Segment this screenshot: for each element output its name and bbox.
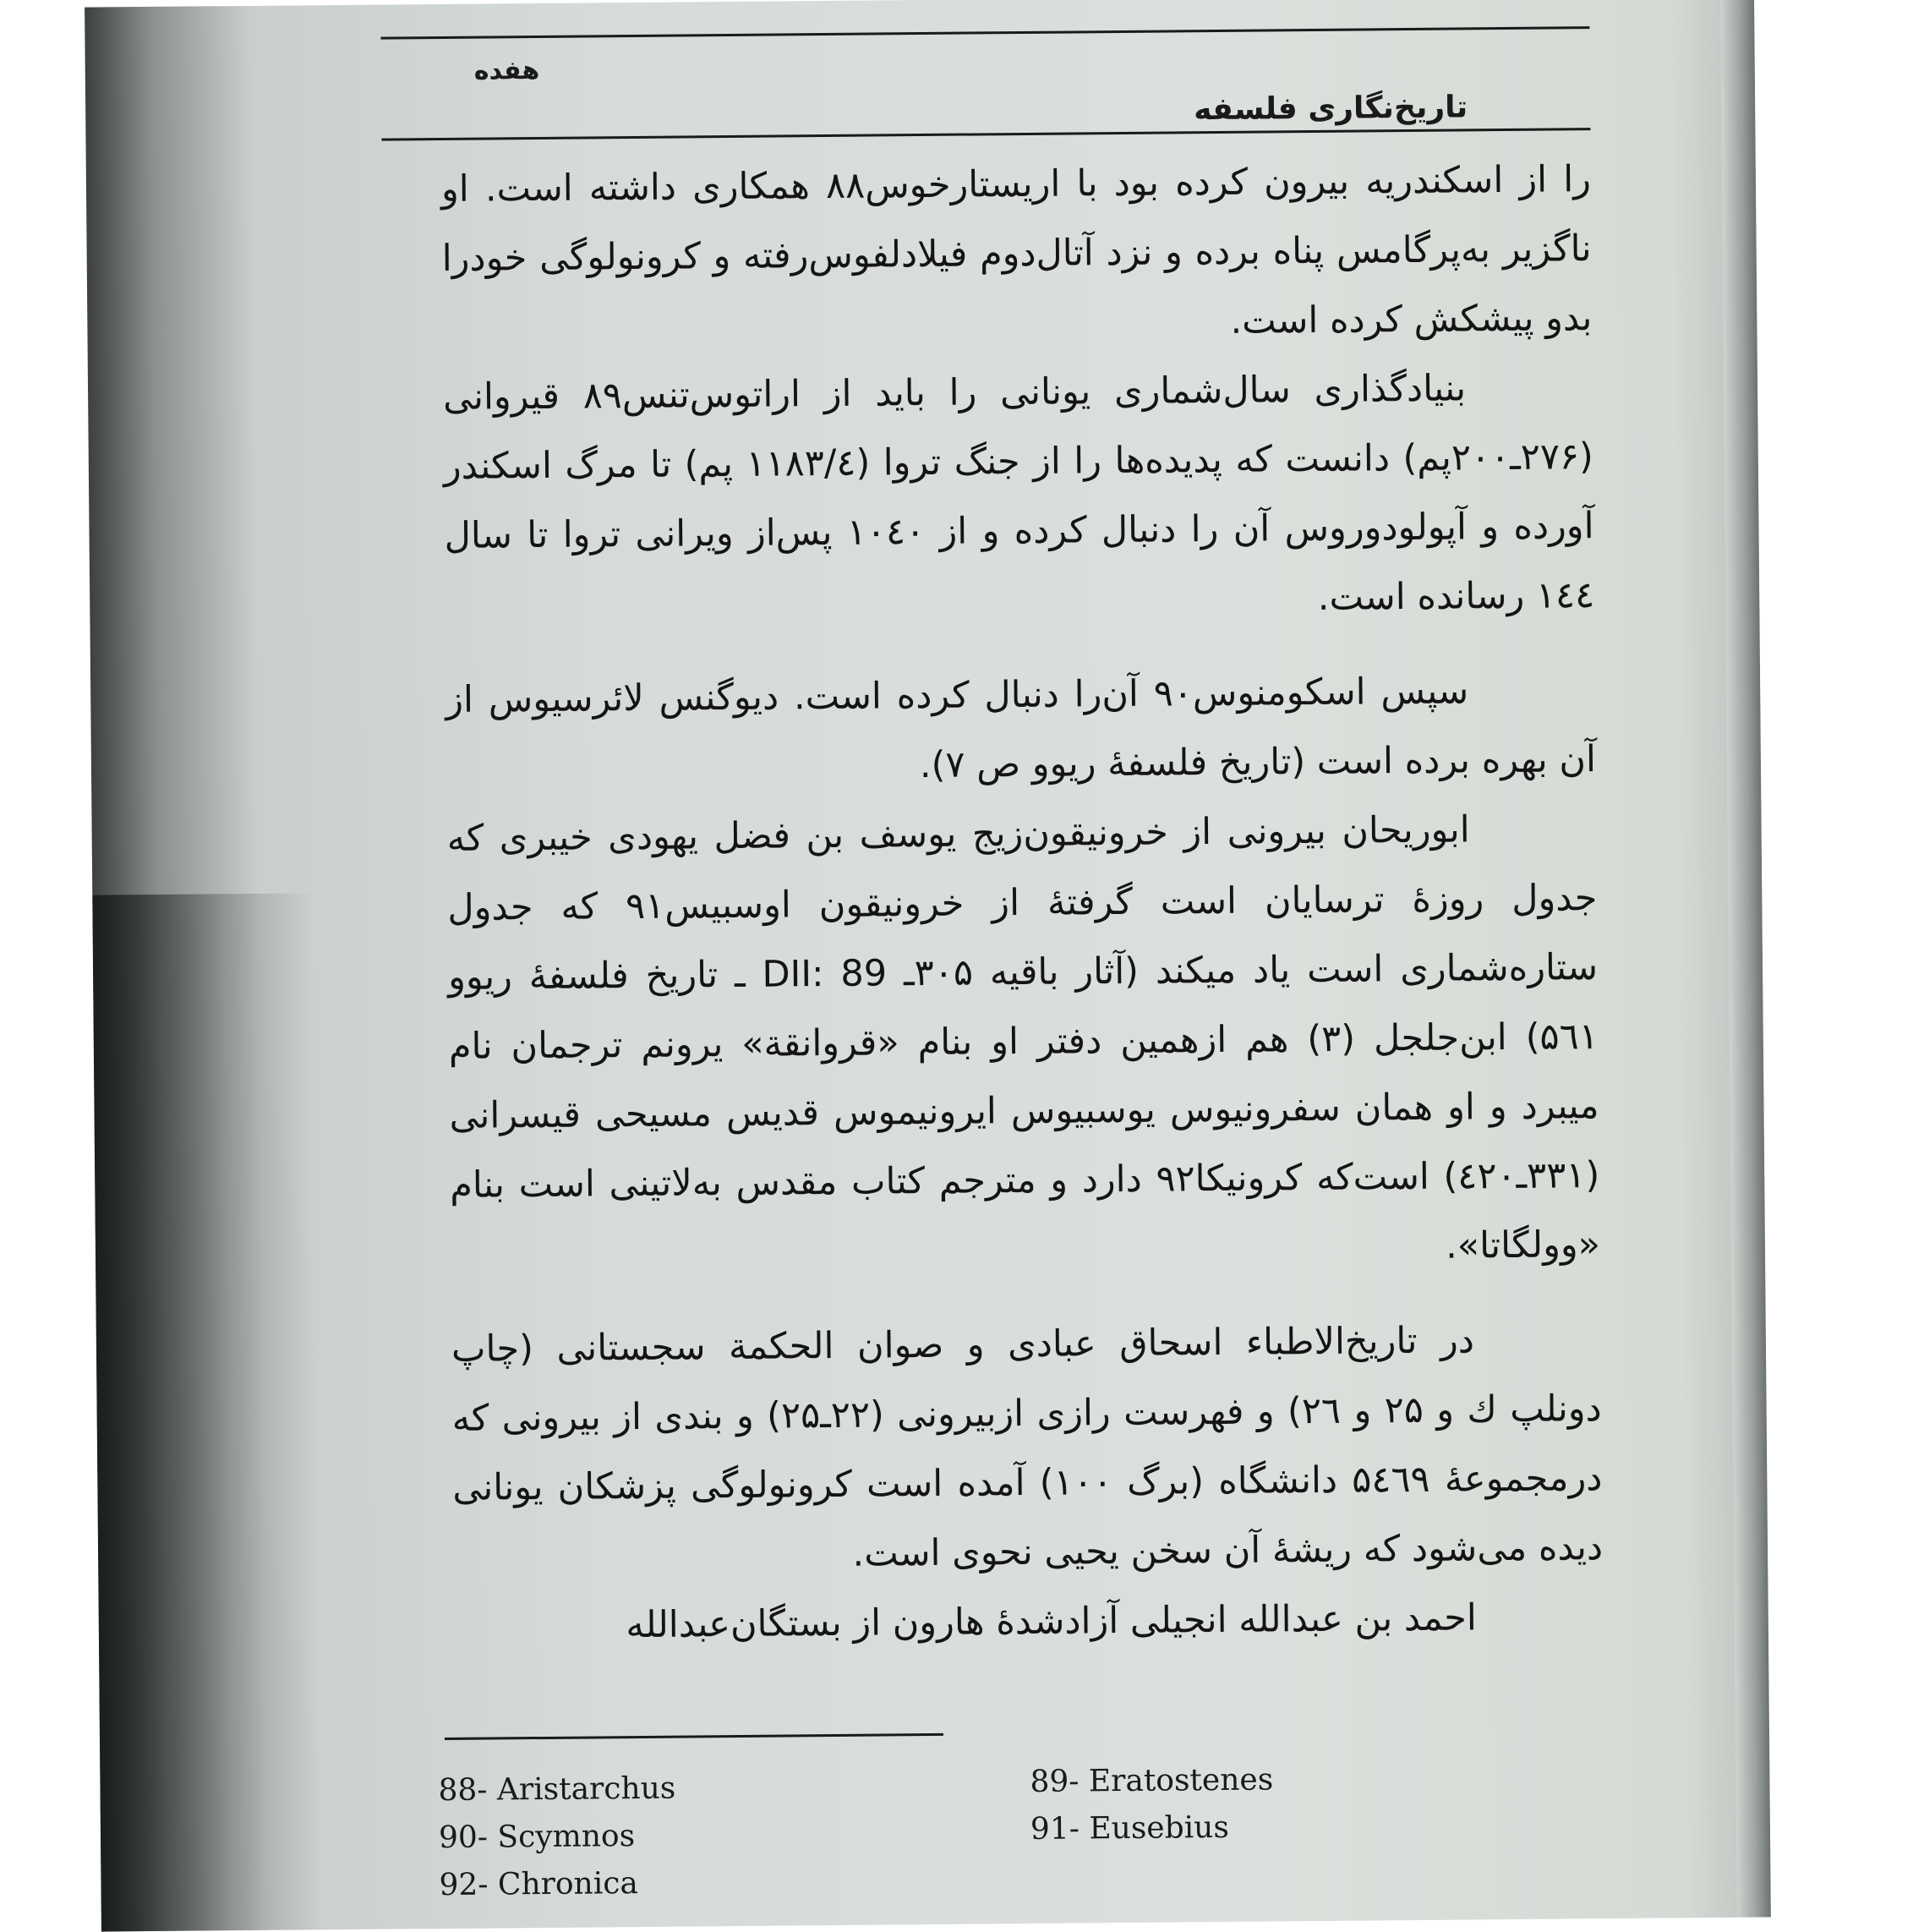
paragraph: را از اسکندریه بیرون کرده بود با اریستارخوس۸۸ همکاری داشته است. او ناگزیر به‌پرگامس پناه برده و نزد آتال‌دوم فیلادلفوس‌رفته و کرونولوگی خودرا بدو پیشکش کرده است. [440, 158, 1593, 342]
footnote-number: 91- [1030, 1811, 1080, 1847]
paragraph: ابوریحان بیرونی از خرونیقون‌زیج یوسف بن فضل یهودی خیبری که جدول روزهٔ ترسایان است گرفتهٔ از خرونیقون اوسبیس۹۱ که جدول ستاره‌شماری است یاد میکند (آثار باقیه ۳۰۵ـ DII: 89 ـ تاریخ فلسفهٔ ریوو ۵٦۱) ابن‌جلجل (۳) هم ازهمین دفتر او بنام «قروانقة» یرونم ترجمان نام میبرد و او همان سفرونیوس یوسبیوس ایرونیموس قدیس مسیحی قیسرانی (۳۳۱ـ٤۲۰) است‌که کرونیکا۹۲ دارد و مترجم کتاب مقدس به‌لاتینی است بنام «وولگاتا». [446, 808, 1601, 1267]
footnote-name: Aristarchus [496, 1771, 676, 1808]
body-text [441, 145, 1604, 1661]
footnote-number: 89- [1030, 1764, 1080, 1799]
footnote-88 [438, 1765, 675, 1814]
page-label: هفده [473, 55, 540, 86]
footnote-91 [1030, 1804, 1229, 1853]
paragraph: سپس اسکومنوس۹۰ آن‌را دنبال کرده است. دیوگنس لائرسیوس از آن بهره برده است (تاریخ فلسفهٔ ریوو ص ۷). [445, 670, 1597, 787]
header-rule-top [380, 26, 1589, 39]
book-page [85, 0, 1771, 1932]
footnote-number: 90- [438, 1820, 489, 1856]
footnote-name: Eusebius [1089, 1809, 1230, 1847]
paragraph: بنیادگذاری سال‌شماری یونانی را باید از اراتوس‌تنس۸۹ قیروانی (۲۷۶ـ۲۰۰پم) دانست که پدیده‌ها را از جنگ تروا (۱۱۸۳/٤ پم) تا مرگ اسکندر آورده و آپولودوروس آن را دنبال کرده و از ۱۰٤۰ پس‌از ویرانی تروا تا سال ۱٤٤ رسانده است. [442, 367, 1595, 619]
page-edge [1720, 0, 1771, 1918]
footnote-name: Eratostenes [1088, 1762, 1274, 1799]
running-title: تاریخ‌نگاری فلسفه [1193, 90, 1468, 128]
footnote-number: 88- [438, 1772, 488, 1809]
footnote-name: Scymnos [497, 1819, 636, 1855]
footnote-name: Chronica [497, 1866, 639, 1902]
footnote-rule [445, 1733, 943, 1740]
footnote-89 [1030, 1756, 1273, 1806]
footnotes [438, 1759, 1368, 1903]
header-rule-bottom [381, 128, 1590, 140]
footnote-number: 92- [439, 1867, 489, 1903]
footnote-90 [439, 1813, 636, 1862]
paragraph: در تاریخ‌الاطباء اسحاق عبادی و صوان الحکمة سجستانی (چاپ دونلپ ك و ۲۵ و ۲٦) و فهرست رازی ازبیرونی (۲۲ـ۲۵) و بندی از بیرونی که درمجموعهٔ ۵٤٦۹ دانشگاه (برگ ۱۰۰) آمده است کرونولوگی پزشکان یونانی دیده می‌شود که ریشهٔ آن سخن یحیی نحوی است. [451, 1319, 1604, 1575]
page-shadow [92, 893, 321, 1931]
footnote-92 [439, 1860, 638, 1909]
paragraph: احمد بن عبدالله انجیلی آزادشدهٔ هارون از بستگان‌عبدالله [626, 1596, 1478, 1647]
